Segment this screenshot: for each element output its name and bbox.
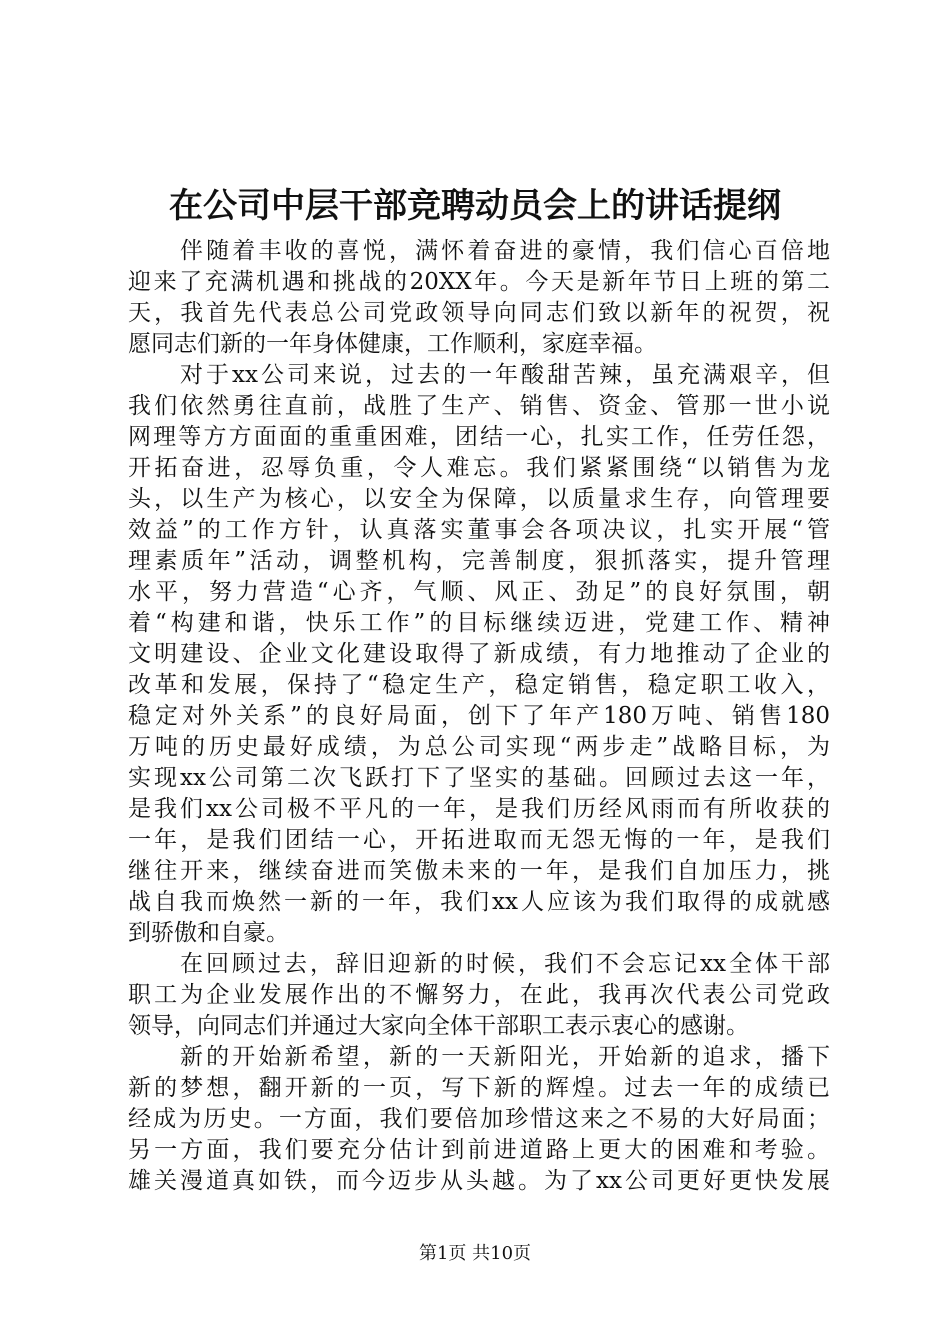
text-line: 网理等方方面面的重重困难，团结一心，扎实工作，任劳任怨， bbox=[128, 424, 830, 450]
text-line: 文明建设、企业文化建设取得了新成绩，有力地推动了企业的 bbox=[128, 641, 830, 667]
text-line: 效益”的工作方针，认真落实董事会各项决议，扎实开展“管 bbox=[128, 517, 830, 543]
text-line: 雄关漫道真如铁，而今迈步从头越。为了xx公司更好更快发展 bbox=[128, 1168, 830, 1194]
text-line: 职工为企业发展作出的不懈努力，在此，我再次代表公司党政 bbox=[128, 982, 830, 1008]
text-line: 伴随着丰收的喜悦，满怀着奋进的豪情，我们信心百倍地 bbox=[180, 238, 830, 264]
text-line: 对于xx公司来说，过去的一年酸甜苦辣，虽充满艰辛，但 bbox=[180, 362, 830, 388]
text-line: 经成为历史。一方面，我们要倍加珍惜这来之不易的大好局面； bbox=[128, 1106, 830, 1132]
text-line: 我们依然勇往直前，战胜了生产、销售、资金、管那一世小说 bbox=[128, 393, 830, 419]
text-line: 实现xx公司第二次飞跃打下了坚实的基础。回顾过去这一年， bbox=[128, 765, 830, 791]
text-line: 改革和发展，保持了“稳定生产，稳定销售，稳定职工收入， bbox=[128, 672, 830, 698]
text-line: 迎来了充满机遇和挑战的20XX年。今天是新年节日上班的第二 bbox=[128, 269, 830, 295]
text-line: 水平，努力营造“心齐，气顺、风正、劲足”的良好氛围，朝 bbox=[128, 579, 830, 605]
text-line: 天，我首先代表总公司党政领导向同志们致以新年的祝贺，祝 bbox=[128, 300, 830, 326]
page-number-footer: 第1页 共10页 bbox=[418, 1243, 532, 1264]
text-line: 理素质年”活动，调整机构，完善制度，狠抓落实，提升管理 bbox=[128, 548, 830, 574]
document-body bbox=[128, 236, 830, 1197]
text-line: 继往开来，继续奋进而笑傲未来的一年，是我们自加压力，挑 bbox=[128, 858, 830, 884]
text-line: 开拓奋进，忍辱负重，令人难忘。我们紧紧围绕“以销售为龙 bbox=[128, 455, 830, 481]
text-line: 万吨的历史最好成绩，为总公司实现“两步走”战略目标，为 bbox=[128, 734, 830, 760]
text-line: 愿同志们新的一年身体健康，工作顺利，家庭幸福。 bbox=[128, 331, 657, 357]
text-line: 是我们xx公司极不平凡的一年，是我们历经风雨而有所收获的 bbox=[128, 796, 830, 822]
text-line: 在回顾过去，辞旧迎新的时候，我们不会忘记xx全体干部 bbox=[180, 951, 830, 977]
text-line: 到骄傲和自豪。 bbox=[128, 920, 289, 946]
document-title: 在公司中层干部竞聘动员会上的讲话提纲 bbox=[169, 186, 781, 226]
text-line: 着“构建和谐，快乐工作”的目标继续迈进，党建工作、精神 bbox=[128, 610, 830, 636]
text-line: 新的开始新希望，新的一天新阳光，开始新的追求，播下 bbox=[180, 1044, 830, 1070]
text-line: 头，以生产为核心，以安全为保障，以质量求生存，向管理要 bbox=[128, 486, 830, 512]
text-line: 新的梦想，翻开新的一页，写下新的辉煌。过去一年的成绩已 bbox=[128, 1075, 830, 1101]
text-line: 稳定对外关系”的良好局面，创下了年产180万吨、销售180 bbox=[128, 703, 830, 729]
text-line: 一年，是我们团结一心，开拓进取而无怨无悔的一年，是我们 bbox=[128, 827, 830, 853]
text-line: 领导，向同志们并通过大家向全体干部职工表示衷心的感谢。 bbox=[128, 1013, 749, 1039]
text-line: 另一方面，我们要充分估计到前进道路上更大的困难和考验。 bbox=[128, 1137, 830, 1163]
text-line: 战自我而焕然一新的一年，我们xx人应该为我们取得的成就感 bbox=[128, 889, 830, 915]
